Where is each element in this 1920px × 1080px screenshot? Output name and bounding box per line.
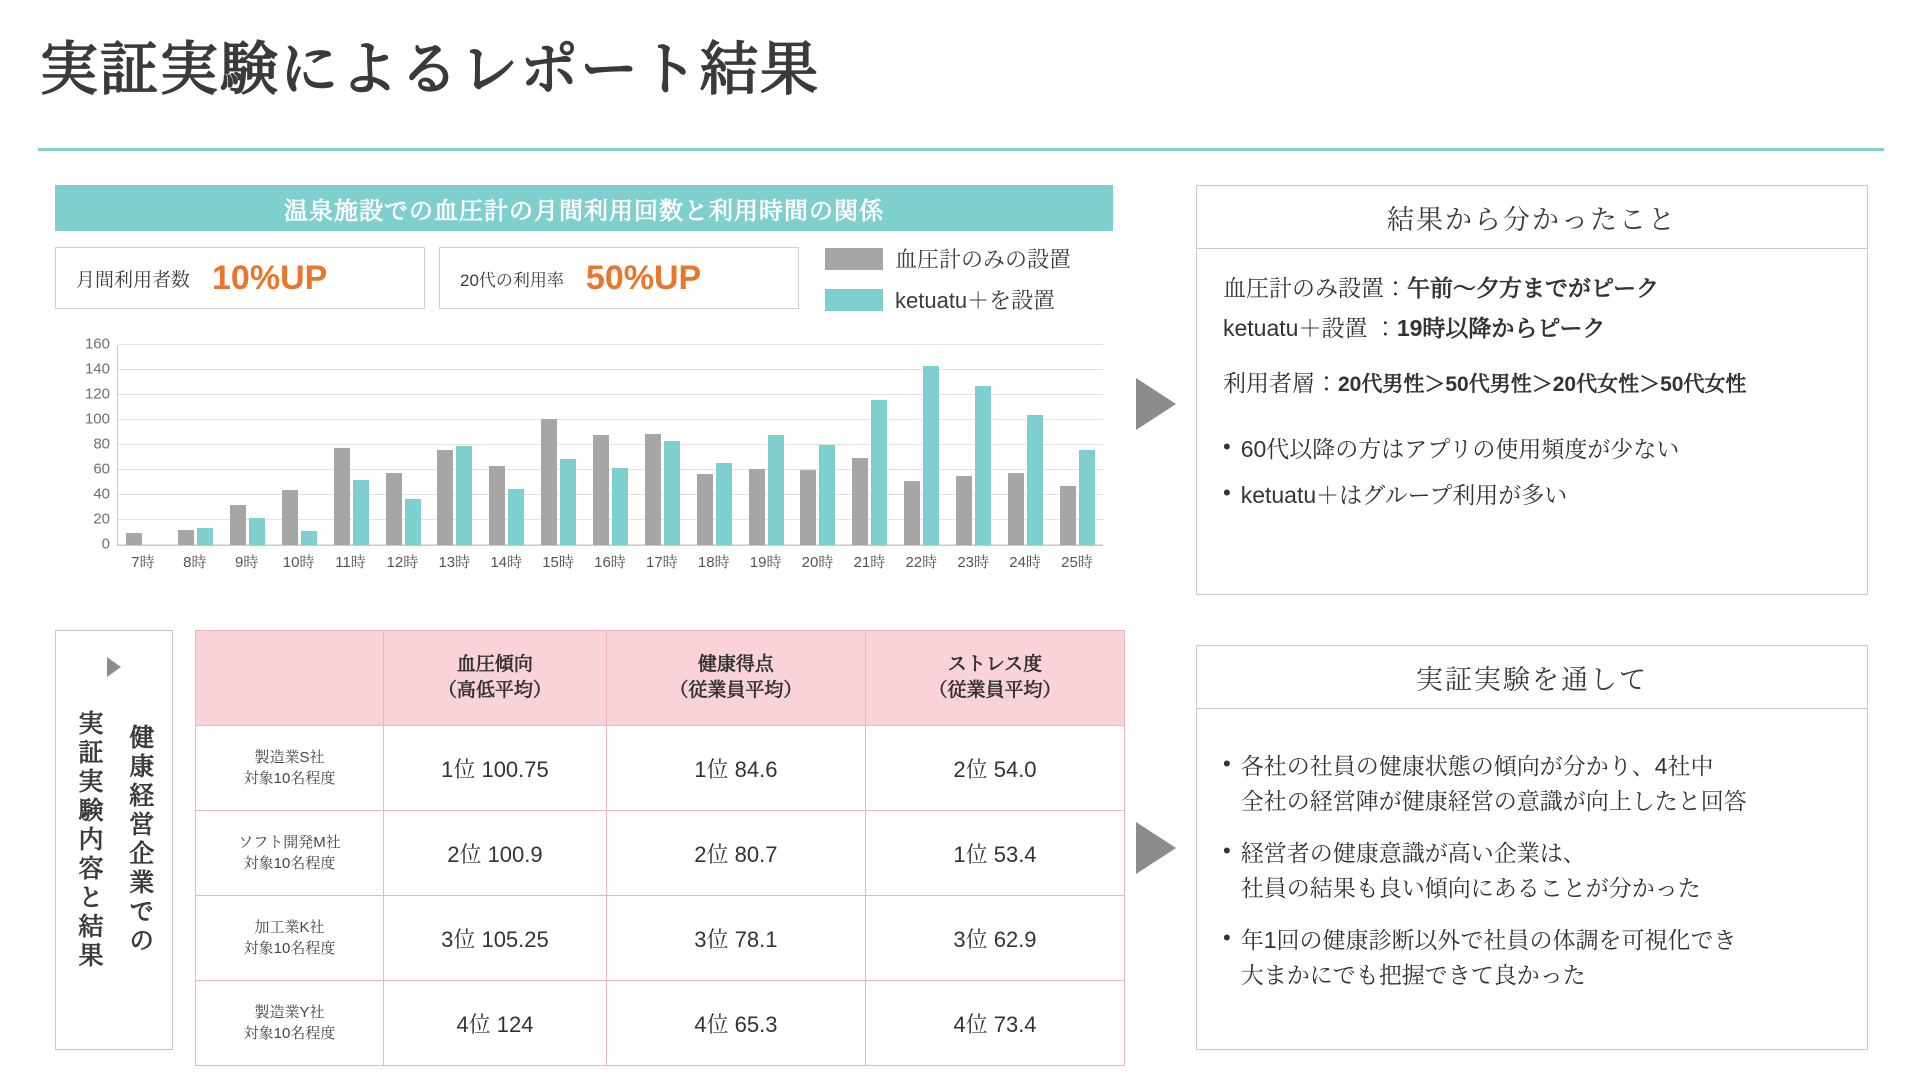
chart-x-tick: 21時 [853, 554, 886, 571]
table-vertical-label-main: 実証実験内容と結果 [75, 709, 103, 971]
chart-bar [975, 386, 991, 545]
table-cell-company-scale: 対象10名程度 [243, 770, 336, 787]
conclusion-bullet-3-line1: 年1回の健康診断以外で社員の体調を可視化でき [1240, 927, 1737, 953]
findings-line-3-label: 利用者層： [1223, 370, 1338, 397]
chart-bar-group [170, 345, 222, 545]
chart-y-tick: 100 [84, 410, 110, 428]
chart-bar-group [325, 345, 377, 545]
chart-bar-group [429, 345, 481, 545]
findings-panel-title: 結果から分かったこと [1197, 186, 1867, 249]
chart-bar [230, 505, 246, 545]
conclusion-bullet-1 [1223, 749, 1841, 818]
conclusion-bullet-3 [1223, 923, 1841, 992]
table-header-health-line2: （従業員平均） [669, 680, 803, 701]
chart-x-tick: 12時 [386, 554, 419, 571]
chart-bar-group [999, 345, 1051, 545]
chart-bar [1079, 450, 1095, 545]
chart-bar [852, 458, 868, 546]
table-cell-value-1: 4位 124 [384, 981, 607, 1066]
findings-line-2-value: 19時以降からピーク [1396, 314, 1606, 341]
table-cell-value-3: 4位 73.4 [865, 981, 1124, 1066]
chart-bar [1060, 486, 1076, 545]
chart-x-tick: 25時 [1061, 554, 1093, 571]
conclusion-bullet-1-line2: 全社の経営陣が健康経営の意識が向上したと回答 [1240, 787, 1747, 814]
triangle-icon [107, 657, 121, 677]
findings-bullet-1 [1223, 432, 1841, 468]
table-cell-company-name: 製造業S社 [254, 749, 325, 766]
table-cell-value-1: 3位 105.25 [384, 896, 607, 981]
chart-plot-area [84, 335, 1103, 553]
table-header-row [196, 631, 1125, 726]
chart-bar-group [792, 345, 844, 545]
table-cell-value-2: 4位 65.3 [606, 981, 865, 1066]
chart-bar [904, 481, 920, 545]
table-cell-company-name: 加工業K社 [254, 919, 325, 936]
chart-bar [249, 518, 265, 546]
findings-line-3-value: 20代男性＞50代男性＞20代女性＞50代女性 [1338, 373, 1747, 397]
legend-swatch-icon [825, 289, 883, 311]
table-cell-company-name: 製造業Y社 [254, 1004, 325, 1021]
conclusion-panel-body [1197, 709, 1867, 1014]
table-header-stress-line2: （従業員平均） [928, 680, 1062, 701]
findings-bullet-1-text: 60代以降の方はアプリの使用頻度が少ない [1240, 435, 1680, 462]
chart-bar [819, 445, 835, 545]
conclusion-panel [1196, 645, 1868, 1050]
table-cell-company [196, 811, 384, 896]
table-cell-value-2: 3位 78.1 [606, 896, 865, 981]
conclusion-bullet-1-line1: 各社の社員の健康状態の傾向が分かり、4社中 [1240, 753, 1714, 779]
table-cell-value-1: 1位 100.75 [384, 726, 607, 811]
chart-bar-group [844, 345, 896, 545]
chart-x-tick: 10時 [282, 554, 315, 571]
chart-bar [716, 463, 732, 546]
table-row [196, 811, 1125, 896]
chart-bar [697, 474, 713, 545]
chart-bar-group [118, 345, 170, 545]
page-title: 実証実験によるレポート結果 [40, 37, 821, 102]
table-cell-company-scale: 対象10名程度 [243, 1025, 336, 1042]
chart-x-tick: 14時 [490, 554, 523, 571]
chart-bar [126, 533, 142, 546]
table-cell-value-3: 1位 53.4 [865, 811, 1124, 896]
chart-x-tick: 20時 [801, 554, 834, 571]
chart-bar [768, 435, 784, 545]
chart-bar [871, 400, 887, 545]
chart-y-tick: 160 [84, 335, 110, 353]
table-cell-company [196, 726, 384, 811]
conclusion-bullet-1-text [1241, 749, 1841, 818]
chart-bar-group [740, 345, 792, 545]
table-cell-value-1: 2位 100.9 [384, 811, 607, 896]
chart-y-tick: 40 [93, 485, 110, 503]
chart-bar [593, 435, 609, 545]
conclusion-bullet-3-line2: 大まかにでも把握できて良かった [1240, 961, 1586, 988]
findings-bullet-2 [1223, 478, 1841, 514]
chart-bar-group [222, 345, 274, 545]
kpi-monthly-users-label: 月間利用者数 [76, 269, 191, 291]
chart-bar [956, 476, 972, 545]
table-cell-value-3: 2位 54.0 [865, 726, 1124, 811]
results-table [195, 630, 1125, 1066]
conclusion-bullet-2 [1223, 836, 1841, 905]
legend-label-gray: 血圧計のみの設置 [895, 247, 1072, 272]
table-cell-company-scale: 対象10名程度 [243, 940, 336, 957]
table-row [196, 896, 1125, 981]
legend-item-gray [825, 243, 1125, 274]
chart-bar-group [636, 345, 688, 545]
findings-line-1-value: 午前〜夕方までがピーク [1407, 275, 1660, 301]
chart-x-tick: 15時 [542, 554, 574, 571]
legend-label-teal: ketuatu＋を設置 [895, 288, 1056, 313]
chart-bar [612, 468, 628, 546]
chart-x-tick: 24時 [1009, 554, 1041, 571]
chart-bar-group [585, 345, 637, 545]
chart-bars [118, 345, 1103, 545]
chart-bar [405, 499, 421, 545]
bullet-dot-icon: • [1223, 925, 1231, 950]
chart-x-tick: 9時 [235, 554, 259, 571]
bullet-dot-icon: • [1223, 479, 1231, 505]
conclusion-bullet-3-text [1241, 923, 1841, 992]
chart-x-tick: 23時 [957, 554, 990, 571]
findings-line-1 [1223, 271, 1841, 307]
chart-y-tick: 120 [84, 385, 110, 403]
chart-bar [386, 473, 402, 546]
chart-x-tick: 19時 [749, 554, 782, 571]
findings-line-3 [1223, 366, 1841, 402]
table-cell-company-scale: 対象10名程度 [243, 855, 336, 872]
table-header-bp-line1: 血圧傾向 [456, 654, 533, 676]
chart-panel [55, 185, 1125, 595]
chart-x-tick: 7時 [131, 554, 155, 571]
chart-bar-group [533, 345, 585, 545]
conclusion-bullet-2-text [1241, 836, 1841, 905]
chart-y-tick: 140 [84, 360, 110, 378]
chart-y-tick: 80 [93, 435, 110, 453]
chart-bar [301, 531, 317, 545]
findings-spacer-2 [1223, 406, 1841, 422]
table-vertical-label [55, 630, 173, 1050]
table-header-stress-line1: ストレス度 [947, 654, 1043, 676]
chart-bar [923, 366, 939, 545]
table-cell-company [196, 896, 384, 981]
table-header-blank [196, 631, 384, 726]
chart-bar [1008, 473, 1024, 546]
chart-bar [437, 450, 453, 545]
chart-bar [560, 459, 576, 545]
chart-y-tick: 20 [93, 510, 110, 528]
chart-bar-group [481, 345, 533, 545]
conclusion-bullet-2-line1: 経営者の健康意識が高い企業は、 [1240, 840, 1586, 866]
chart-x-tick: 13時 [438, 554, 471, 571]
conclusion-panel-title: 実証実験を通して [1197, 646, 1867, 709]
table-vertical-label-sub: 健康経営企業での [125, 724, 154, 956]
chart-y-tick: 0 [101, 535, 110, 553]
findings-panel-body [1197, 249, 1867, 535]
chart-bar [749, 469, 765, 545]
arrow-right-icon [1136, 822, 1176, 874]
chart-legend [825, 243, 1125, 325]
arrow-right-icon [1136, 378, 1176, 430]
table-header-stress [865, 631, 1124, 726]
table-cell-company-name: ソフト開発M社 [238, 834, 341, 851]
kpi-monthly-users-value: 10%UP [212, 258, 328, 297]
chart-bar-group [896, 345, 948, 545]
findings-panel [1196, 185, 1868, 595]
chart-bar [334, 448, 350, 546]
legend-swatch-icon [825, 248, 883, 270]
title-divider [38, 148, 1884, 151]
bullet-dot-icon: • [1223, 838, 1231, 863]
kpi-20s-rate-value: 50%UP [585, 258, 702, 297]
chart-bar [197, 528, 213, 546]
table-header-health [606, 631, 865, 726]
chart-bar-group [274, 345, 326, 545]
conclusion-bullet-2-line2: 社員の結果も良い傾向にあることが分かった [1240, 874, 1701, 901]
table-row [196, 726, 1125, 811]
table-header-health-line1: 健康得点 [697, 654, 774, 676]
kpi-20s-rate-label: 20代の利用率 [460, 270, 564, 290]
chart-bar [800, 470, 816, 545]
chart-bar-group [377, 345, 429, 545]
kpi-row [55, 247, 799, 309]
chart-x-tick: 11時 [335, 554, 366, 571]
table-header-bp [384, 631, 607, 726]
table-cell-value-3: 3位 62.9 [865, 896, 1124, 981]
findings-line-2-label: ketuatu＋設置 ： [1223, 314, 1397, 341]
findings-spacer [1223, 350, 1841, 366]
table-cell-value-2: 2位 80.7 [606, 811, 865, 896]
chart-x-tick: 18時 [697, 554, 730, 571]
chart-title: 温泉施設での血圧計の月間利用回数と利用時間の関係 [55, 185, 1113, 231]
chart-x-tick: 17時 [646, 554, 678, 571]
table-cell-value-2: 1位 84.6 [606, 726, 865, 811]
table-row [196, 981, 1125, 1066]
bar-chart [55, 335, 1113, 585]
table-cell-company [196, 981, 384, 1066]
chart-x-tick: 8時 [183, 554, 207, 571]
kpi-20s-rate [439, 247, 799, 309]
findings-line-1-label: 血圧計のみ設置： [1223, 275, 1407, 301]
findings-bullet-2-text: ketuatu＋はグループ利用が多い [1240, 481, 1568, 508]
chart-bar-group [1051, 345, 1103, 545]
chart-bar [353, 480, 369, 545]
bullet-dot-icon: • [1223, 433, 1231, 459]
kpi-monthly-users [55, 247, 425, 309]
chart-bar [1027, 415, 1043, 545]
chart-bar [508, 489, 524, 545]
chart-bar [282, 490, 298, 545]
chart-y-tick: 60 [93, 460, 110, 478]
chart-x-axis-labels [117, 551, 1103, 572]
chart-bar [664, 441, 680, 545]
chart-bar [645, 434, 661, 545]
chart-bar [456, 446, 472, 545]
chart-bar [541, 419, 557, 545]
chart-x-tick: 22時 [905, 554, 938, 571]
chart-bar-group [948, 345, 1000, 545]
table-header-bp-line2: （高低平均） [437, 680, 552, 701]
bullet-dot-icon: • [1223, 751, 1231, 776]
chart-bar [489, 466, 505, 545]
chart-bar-group [688, 345, 740, 545]
chart-bar [178, 530, 194, 545]
chart-x-tick: 16時 [594, 554, 626, 571]
legend-item-teal [825, 284, 1125, 315]
findings-line-2 [1223, 311, 1841, 347]
